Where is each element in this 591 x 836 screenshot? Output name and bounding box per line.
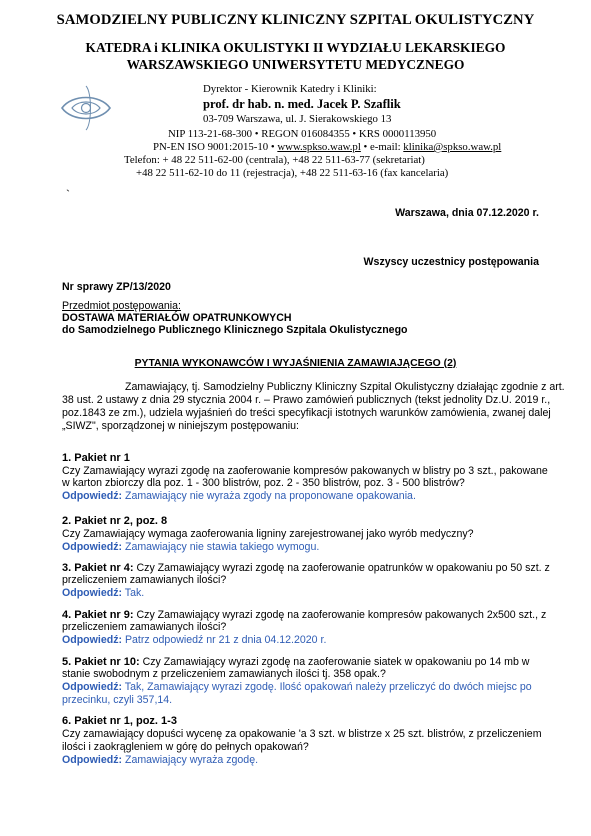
case-number: Nr sprawy ZP/13/2020 xyxy=(62,281,171,293)
answer-3 xyxy=(62,587,144,599)
email-label: • e-mail: xyxy=(360,141,404,153)
subject-line-1: DOSTAWA MATERIAŁÓW OPATRUNKOWYCH xyxy=(62,312,292,324)
recipients: Wszyscy uczestnicy postępowania xyxy=(363,256,539,268)
intro-line-1: Zamawiający, tj. Samodzielny Publiczny Kliniczny Szpital Okulistyczny działając zgodnie z art. xyxy=(125,381,565,393)
question-5-label: 5. Pakiet nr 10: xyxy=(62,656,140,668)
question-5-line-1: Czy Zamawiający wyrazi zgodę na zaoferowanie siatek w opakowaniu po 14 mb w xyxy=(139,656,530,668)
answer-6 xyxy=(62,754,258,766)
question-1-line-2: w karton zbiorczy dla poz. 1 - 300 blistrów, poz. 2 - 350 blistrów, poz. 3 - 500 blistrów? xyxy=(62,477,465,489)
answer-5 xyxy=(62,681,532,693)
question-4-line-1: Czy Zamawiający wyrazi zgodę na zaoferowanie kompresów pakowanych 2x500 szt., z xyxy=(133,609,547,621)
question-3-line-1: Czy Zamawiający wyrazi zgodę na zaoferowanie opatrunków w opakowaniu po 50 szt. z xyxy=(133,562,550,574)
question-1-heading: 1. Pakiet nr 1 xyxy=(62,452,130,464)
answer-5-text: Tak, Zamawiający wyrazi zgodę. Ilość opakowań należy przeliczyć do dwóch miejsc po xyxy=(122,681,532,693)
subject-label: Przedmiot postępowania: xyxy=(62,300,181,312)
contact-line xyxy=(153,141,501,153)
phone-line-2: +48 22 511-62-10 do 11 (rejestracja), +48 22 511-63-16 (fax kancelaria) xyxy=(136,167,449,179)
answer-2 xyxy=(62,541,319,553)
hospital-logo xyxy=(58,82,114,134)
answer-label: Odpowiedź: xyxy=(62,490,123,502)
director-role: Dyrektor - Kierownik Katedry i Kliniki: xyxy=(203,83,377,95)
answer-3-text: Tak. xyxy=(122,587,145,599)
answer-4 xyxy=(62,634,326,646)
answer-label: Odpowiedź: xyxy=(62,587,123,599)
certification: PN-EN ISO 9001:2015-10 • xyxy=(153,141,278,153)
question-1-line-1: Czy Zamawiający wyrazi zgodę na zaoferowanie kompresów pakowanych w blistry po 3 szt., pakowane xyxy=(62,465,548,477)
answer-5-line-2: przecinku, czyli 357,14. xyxy=(62,694,173,706)
stray-mark: ` xyxy=(66,187,70,201)
email-link[interactable]: klinika@spkso.waw.pl xyxy=(403,141,502,153)
intro-line-2: 38 ust. 2 ustawy z dnia 29 stycznia 2004 r. – Prawo zamówień publicznych (tekst jednolity Dz.U. 2019 r., xyxy=(62,394,551,406)
question-4-heading xyxy=(62,609,546,621)
answer-4-text: Patrz odpowiedź nr 21 z dnia 04.12.2020 r. xyxy=(122,634,327,646)
website-link[interactable]: www.spkso.waw.pl xyxy=(277,141,361,153)
question-2-heading: 2. Pakiet nr 2, poz. 8 xyxy=(62,515,168,527)
registry-ids: NIP 113-21-68-300 • REGON 016084355 • KRS 0000113950 xyxy=(168,128,437,140)
answer-2-text: Zamawiający nie stawia takiego wymogu. xyxy=(122,541,320,553)
question-6-line-1: Czy zamawiający dopuści wycenę za opakowanie 'a 3 szt. w blistrze x 25 szt. blistrów, z przeliczeniem xyxy=(62,728,542,740)
intro-line-3: poz.1843 ze zm.), udziela wyjaśnień do treści specyfikacji istotnych warunków zamówienia, zwanej dalej xyxy=(62,407,551,419)
answer-label: Odpowiedź: xyxy=(62,681,123,693)
answer-label: Odpowiedź: xyxy=(62,754,123,766)
question-3-line-2: przeliczeniem zamawianych ilości? xyxy=(62,574,227,586)
question-3-heading xyxy=(62,562,550,574)
answer-1-text: Zamawiający nie wyraża zgody na proponowane opakowania. xyxy=(122,490,416,502)
hospital-name: SAMODZIELNY PUBLICZNY KLINICZNY SZPITAL OKULISTYCZNY xyxy=(56,12,535,28)
address: 03-709 Warszawa, ul. J. Sierakowskiego 13 xyxy=(203,113,392,125)
answer-6-text: Zamawiający wyraża zgodę. xyxy=(122,754,259,766)
subject-line-2: do Samodzielnego Publicznego Klinicznego Szpitala Okulistycznego xyxy=(62,324,408,336)
answer-label: Odpowiedź: xyxy=(62,634,123,646)
date-line: Warszawa, dnia 07.12.2020 r. xyxy=(395,207,539,219)
question-5-line-2: stanie swobodnym z przeliczeniem zamawianych ilości tj. 358 opak.? xyxy=(62,668,386,680)
question-6-line-2: ilości i zaokrągleniem w górę do pełnych opakowań? xyxy=(62,741,309,753)
question-4-label: 4. Pakiet nr 9: xyxy=(62,609,134,621)
question-2-line-1: Czy Zamawiający wymaga zaoferowania ligniny zarejestrowanej jako wyrób medyczny? xyxy=(62,528,474,540)
director-name: prof. dr hab. n. med. Jacek P. Szaflik xyxy=(203,97,401,111)
question-5-heading xyxy=(62,656,529,668)
university-name: WARSZAWSKIEGO UNIWERSYTETU MEDYCZNEGO xyxy=(126,57,465,72)
document-title: PYTANIA WYKONAWCÓW I WYJAŚNIENIA ZAMAWIAJĄCEGO (2) xyxy=(134,358,457,369)
answer-label: Odpowiedź: xyxy=(62,541,123,553)
question-4-line-2: przeliczeniem zamawianych ilości? xyxy=(62,621,227,633)
answer-1 xyxy=(62,490,416,502)
intro-line-4: „SIWZ", sporządzonej w niniejszym postępowaniu: xyxy=(62,420,299,432)
phone-line-1: Telefon: + 48 22 511-62-00 (centrala), +48 22 511-63-77 (sekretariat) xyxy=(124,154,425,166)
department-name: KATEDRA i KLINIKA OKULISTYKI II WYDZIAŁU LEKARSKIEGO xyxy=(85,40,506,55)
question-3-label: 3. Pakiet nr 4: xyxy=(62,562,134,574)
question-6-heading: 6. Pakiet nr 1, poz. 1-3 xyxy=(62,715,177,727)
